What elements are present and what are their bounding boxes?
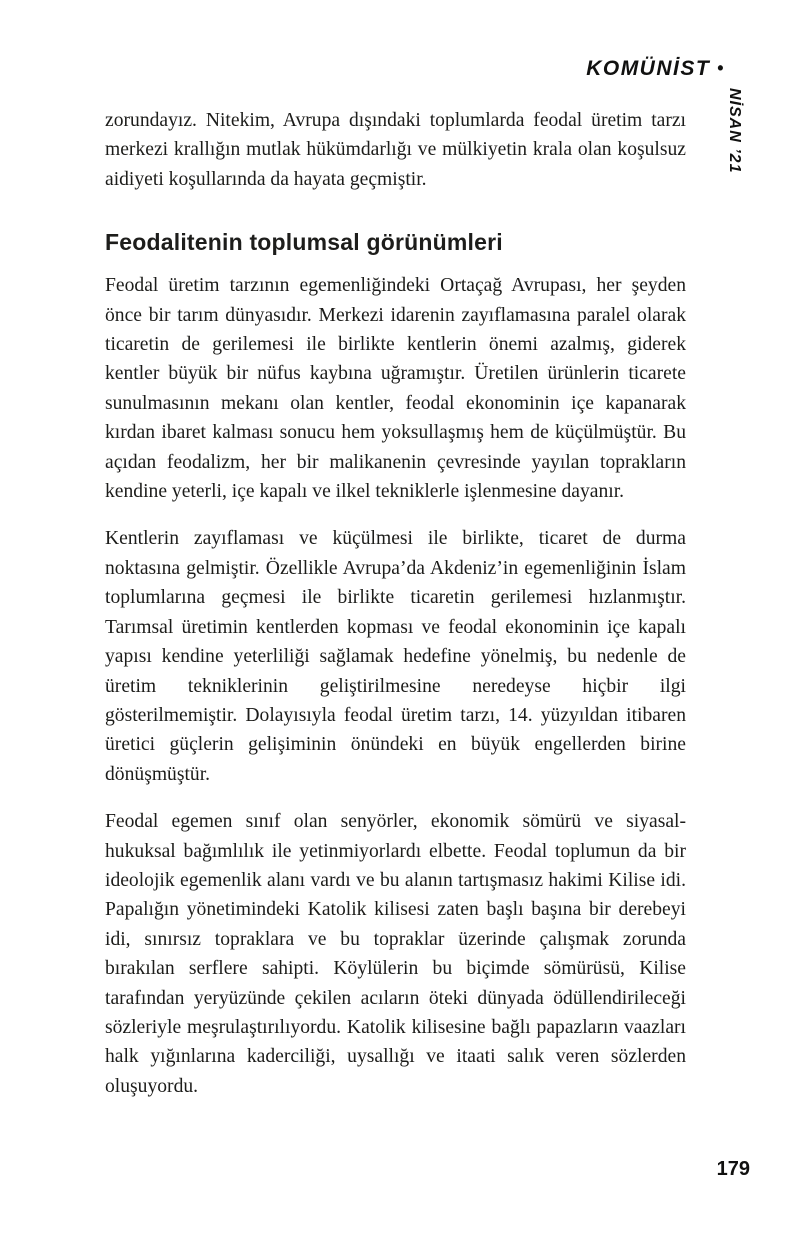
body-paragraph-3: Feodal egemen sınıf olan senyörler, ekonomik sömürü ve siyasal-hukuksal bağımlılık ile yetinmiyorlardı elbette. Feodal toplumun da bir ideolojik egemenlik alanı vardı ve bu alanın tartışmasız hakimi Kilise idi. Papalığın yönetimindeki Katolik kilisesi zaten başlı başına bir derebeyi idi, sınırsız topraklara ve bu topraklar üzerinde çalışmak zorunda bırakılan serflere sahipti. Köylülerin bu biçimde sömürüsü, Kilise tarafından yeryüzünde çekilen acıların öteki dünyada ödüllendirileceği sözleriyle meşrulaştırılıyordu. Katolik kilisesine bağlı papazların vaazları halk yığınlarına kaderciliği, uysallığı ve itaati salık veren sözlerden oluşuyordu. [105,811,686,1097]
page-content [105,106,686,1119]
page-number: 179 [716,1158,750,1180]
header-bullet-icon: • [717,58,725,78]
page-header [586,57,725,81]
body-paragraph-2: Kentlerin zayıflaması ve küçülmesi ile birlikte, ticaret de durma noktasına gelmiştir. Özellikle Avrupa’da Akdeniz’in egemenliğinin İslam toplumlarına geçmesi ile birlikte ticaretin gerilemesi hızlanmıştır. Tarımsal üretimin kentlerden kopması ve feodal ekonominin içe kapalı yapısı kendine yeterliliği sağlamak hedefine yönelmiş, bu nedenle de üretim tekniklerinin geliştirilmesine neredeyse hiçbir ilgi gösterilmemiştir. Dolayısıyla feodal üretim tarzı, 14. yüzyıldan itibaren üretici güçlerin gelişiminin önündeki en büyük engellerden birine dönüşmüştür. [105,528,686,785]
magazine-title: KOMÜNİST [586,57,711,80]
issue-date-vertical: NİSAN ’21 [726,88,743,174]
intro-paragraph: zorundayız. Nitekim, Avrupa dışındaki toplumlarda feodal üretim tarzı merkezi krallığın mutlak hükümdarlığı ve mülkiyetin krala olan koşulsuz aidiyeti koşullarında da hayata geçmiştir. [105,110,686,190]
section-heading: Feodalitenin toplumsal görünümleri [105,229,503,256]
body-paragraph-1: Feodal üretim tarzının egemenliğindeki Ortaçağ Avrupası, her şeyden önce bir tarım dünyasıdır. Merkezi idarenin zayıflamasına paralel olarak ticaretin de gerilemesi ile birlikte kentlerin önemi azalmış, giderek kentler büyük bir nüfus kaybına uğramıştır. Üretilen ürünlerin ticarete sunulmasının mekanı olan kentler, feodal ekonominin içe kapanarak kırdan ibaret kalması sonucu hem yoksullaşmış hem de küçülmüştür. Bu açıdan feodalizm, her bir malikanenin çevresinde yayılan toprakların kendine yeterli, içe kapalı ve ilkel tekniklerle işlenmesine dayanır. [105,275,686,503]
